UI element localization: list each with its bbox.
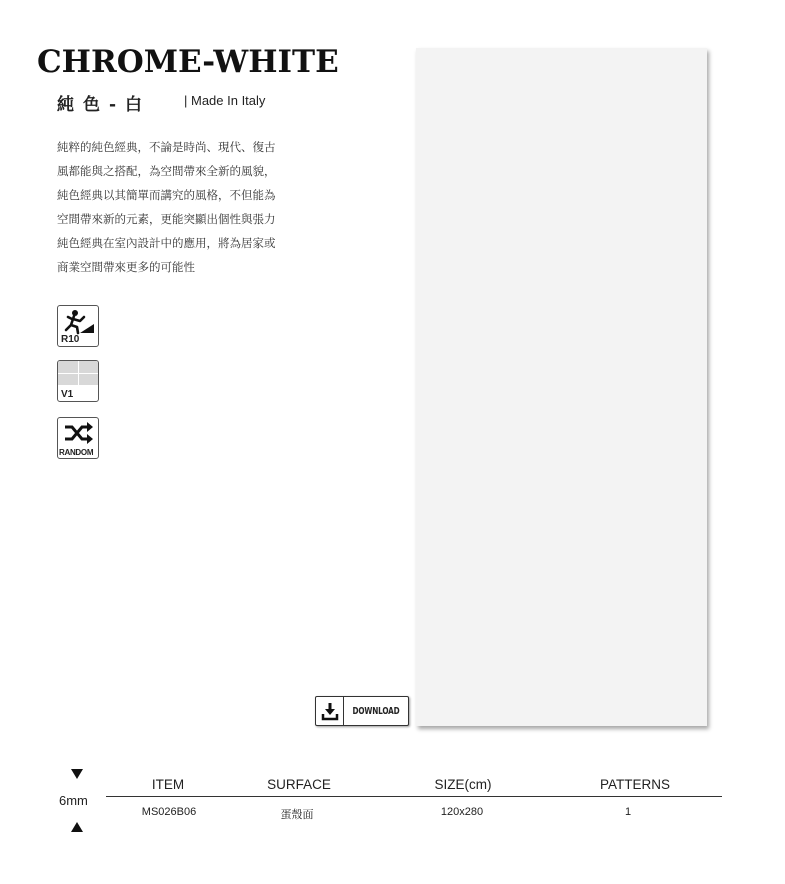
spec-header-size: SIZE(cm) — [434, 777, 492, 792]
product-subtitle-cn: 純色-白 — [57, 95, 152, 115]
shade-variation-icon — [58, 361, 98, 385]
thickness-indicator — [59, 768, 99, 834]
spec-header-surface: SURFACE — [267, 777, 331, 792]
download-button[interactable] — [315, 696, 409, 726]
description-line: 純粹的純色經典，不論是時尚、現代、復古 — [57, 140, 276, 154]
tile-preview — [416, 48, 707, 726]
shuffle-icon — [58, 418, 98, 448]
r10-label: R10 — [61, 334, 80, 345]
description-line: 純色經典以其簡單而講究的風格，不但能為 — [57, 188, 276, 202]
product-description — [57, 135, 317, 279]
arrow-up-icon — [71, 822, 83, 832]
spec-value-patterns: 1 — [624, 806, 632, 818]
spec-divider — [106, 796, 722, 797]
spec-value-item: MS026B06 — [141, 806, 197, 818]
thickness-label: 6mm — [59, 793, 88, 808]
random-badge — [57, 417, 99, 459]
slip-resistance-icon — [58, 306, 98, 336]
description-line: 風都能與之搭配，為空間帶來全新的風貌， — [57, 164, 276, 178]
product-title: CHROME-WHITE — [37, 44, 339, 80]
description-line: 空間帶來新的元素，更能突顯出個性與張力 — [57, 212, 276, 226]
spec-header-patterns: PATTERNS — [599, 777, 671, 792]
download-label: DOWNLOAD — [352, 705, 400, 717]
description-line: 純色經典在室內設計中的應用，將為居家或 — [57, 236, 276, 250]
description-line: 商業空間帶來更多的可能性 — [57, 260, 195, 274]
v1-badge — [57, 360, 99, 402]
spec-header-item: ITEM — [151, 777, 185, 792]
v1-label: V1 — [61, 389, 74, 400]
random-label: RANDOM — [59, 448, 94, 457]
arrow-down-icon — [71, 769, 83, 779]
spec-value-size: 120x280 — [440, 806, 484, 818]
origin-label: | Made In Italy — [184, 93, 266, 108]
r10-badge — [57, 305, 99, 347]
spec-value-surface: 蛋殼面 — [280, 809, 314, 821]
download-icon — [316, 697, 344, 725]
